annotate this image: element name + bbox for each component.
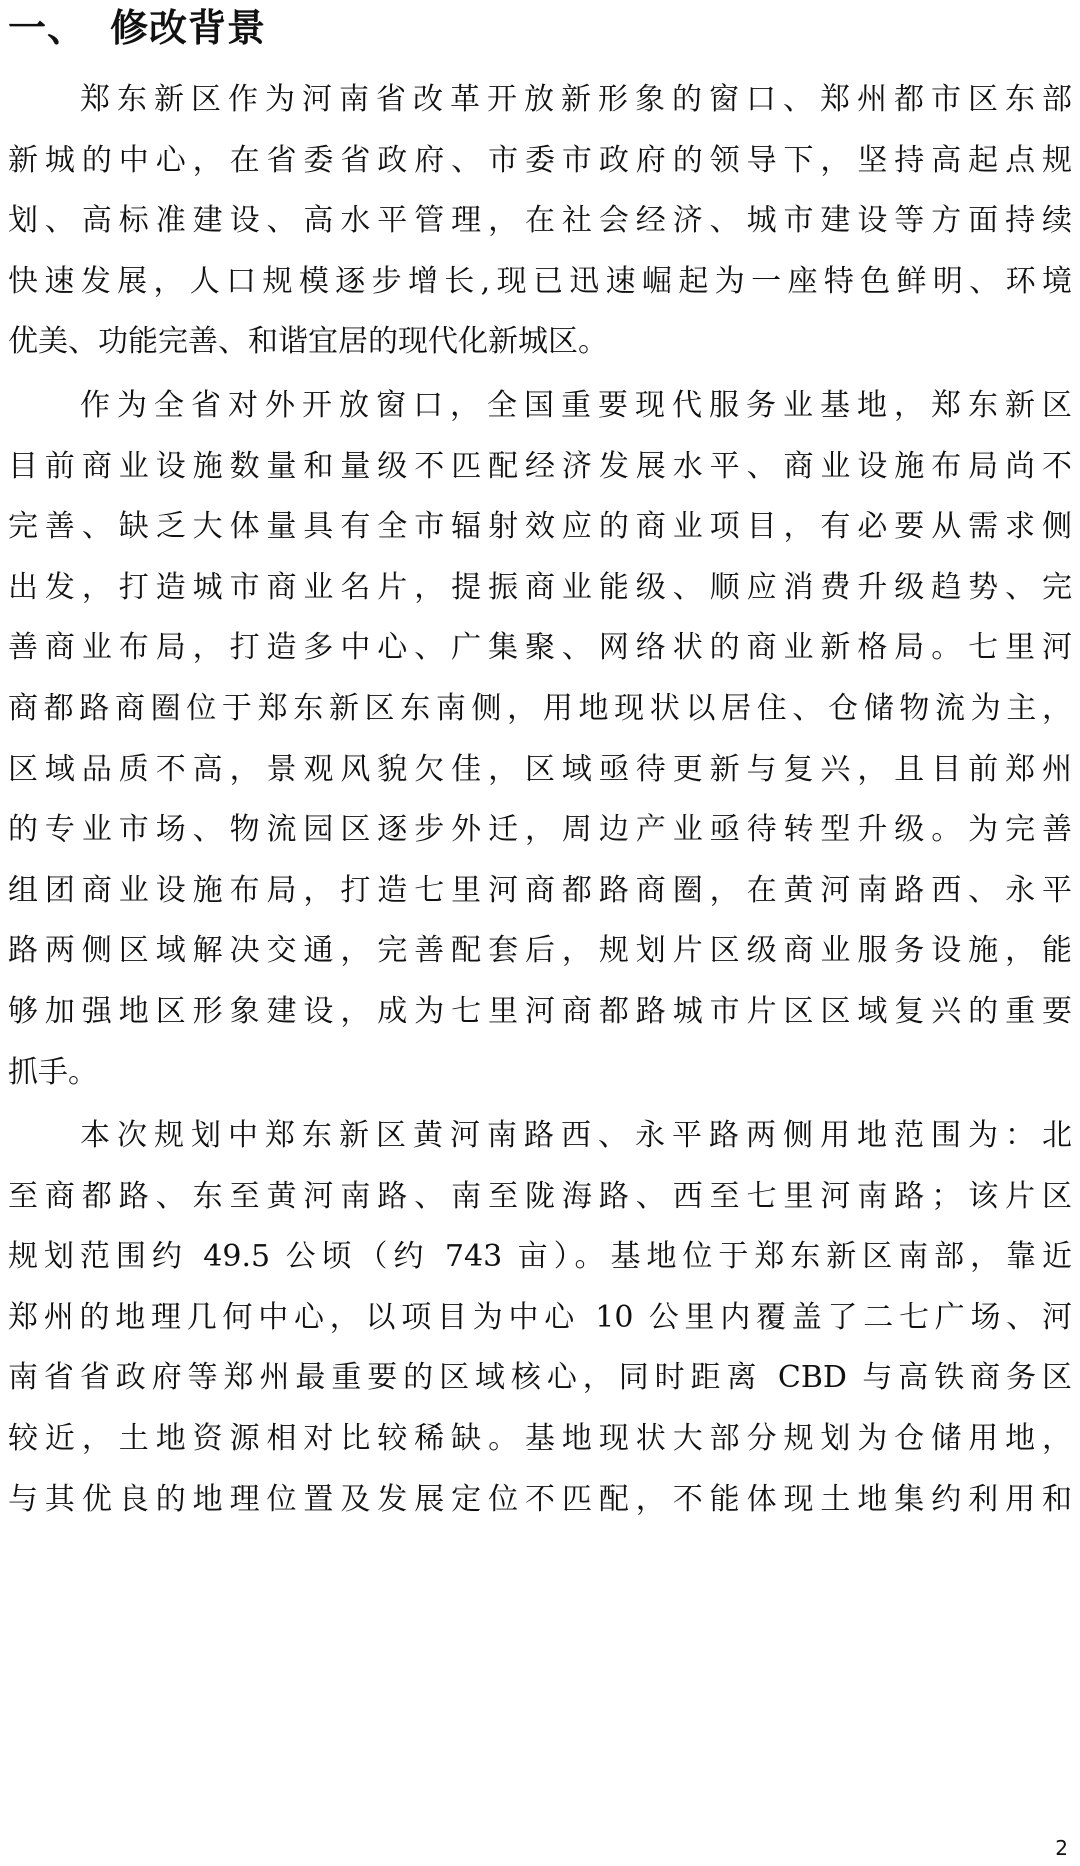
text-line: 组团商业设施布局，打造七里河商都路商圈，在黄河南路西、永平 — [8, 872, 1072, 908]
text-line: 出发，打造城市商业名片，提振商业能级、顺应消费升级趋势、完 — [8, 569, 1072, 605]
text-line: 区域品质不高，景观风貌欠佳，区域亟待更新与复兴，且目前郑州 — [8, 751, 1072, 787]
text-line: 目前商业设施数量和量级不匹配经济发展水平、商业设施布局尚不 — [8, 448, 1072, 484]
text-line: 路两侧区域解决交通，完善配套后，规划片区级商业服务设施，能 — [8, 933, 1072, 969]
body-text — [8, 70, 1072, 1533]
text-line: 郑东新区作为河南省改革开放新形象的窗口、郑州都市区东部 — [80, 82, 1072, 117]
section-heading — [8, 2, 266, 54]
text-line: 与其优良的地理位置及发展定位不匹配，不能体现土地集约利用和 — [8, 1481, 1072, 1517]
text-line: 的专业市场、物流园区逐步外迁，周边产业亟待转型升级。为完善 — [8, 812, 1072, 848]
text-line: 优美、功能完善、和谐宜居的现代化新城区。 — [8, 324, 608, 360]
paragraph-2 — [8, 376, 1072, 1103]
text-line: 完善、缺乏大体量具有全市辐射效应的商业项目，有必要从需求侧 — [8, 509, 1072, 545]
text-line: 划、高标准建设、高水平管理，在社会经济、城市建设等方面持续 — [8, 203, 1072, 239]
text-line: 本次规划中郑东新区黄河南路西、永平路两侧用地范围为：北 — [80, 1118, 1072, 1154]
text-line: 抓手。 — [8, 1054, 98, 1090]
text-line: 新城的中心，在省委省政府、市委市政府的领导下，坚持高起点规 — [8, 142, 1072, 178]
page-number: 2 — [1055, 1836, 1068, 1860]
section-title: 修改背景 — [110, 6, 267, 50]
text-line: 够加强地区形象建设，成为七里河商都路城市片区区域复兴的重要 — [8, 993, 1072, 1029]
text-line: 商都路商圈位于郑东新区东南侧，用地现状以居住、仓储物流为主， — [8, 690, 1072, 726]
text-line: 较近，土地资源相对比较稀缺。基地现状大部分规划为仓储用地， — [8, 1421, 1072, 1457]
text-line: 快速发展，人口规模逐步增长,现已迅速崛起为一座特色鲜明、环境 — [8, 263, 1072, 299]
text-line: 规划范围约 49.5 公顷（约 743 亩）。基地位于郑东新区南部，靠近 — [8, 1239, 1072, 1275]
paragraph-3 — [8, 1106, 1072, 1530]
text-line: 作为全省对外开放窗口，全国重要现代服务业基地，郑东新区 — [80, 387, 1072, 423]
text-line: 至商都路、东至黄河南路、南至陇海路、西至七里河南路；该片区 — [8, 1178, 1072, 1214]
text-line: 南省省政府等郑州最重要的区域核心，同时距离 CBD 与高铁商务区 — [8, 1360, 1072, 1396]
text-line: 善商业布局，打造多中心、广集聚、网络状的商业新格局。七里河 — [8, 630, 1072, 666]
paragraph-1 — [8, 70, 1072, 373]
text-line: 郑州的地理几何中心，以项目为中心 10 公里内覆盖了二七广场、河 — [8, 1299, 1072, 1335]
section-number: 一、 — [8, 6, 87, 50]
